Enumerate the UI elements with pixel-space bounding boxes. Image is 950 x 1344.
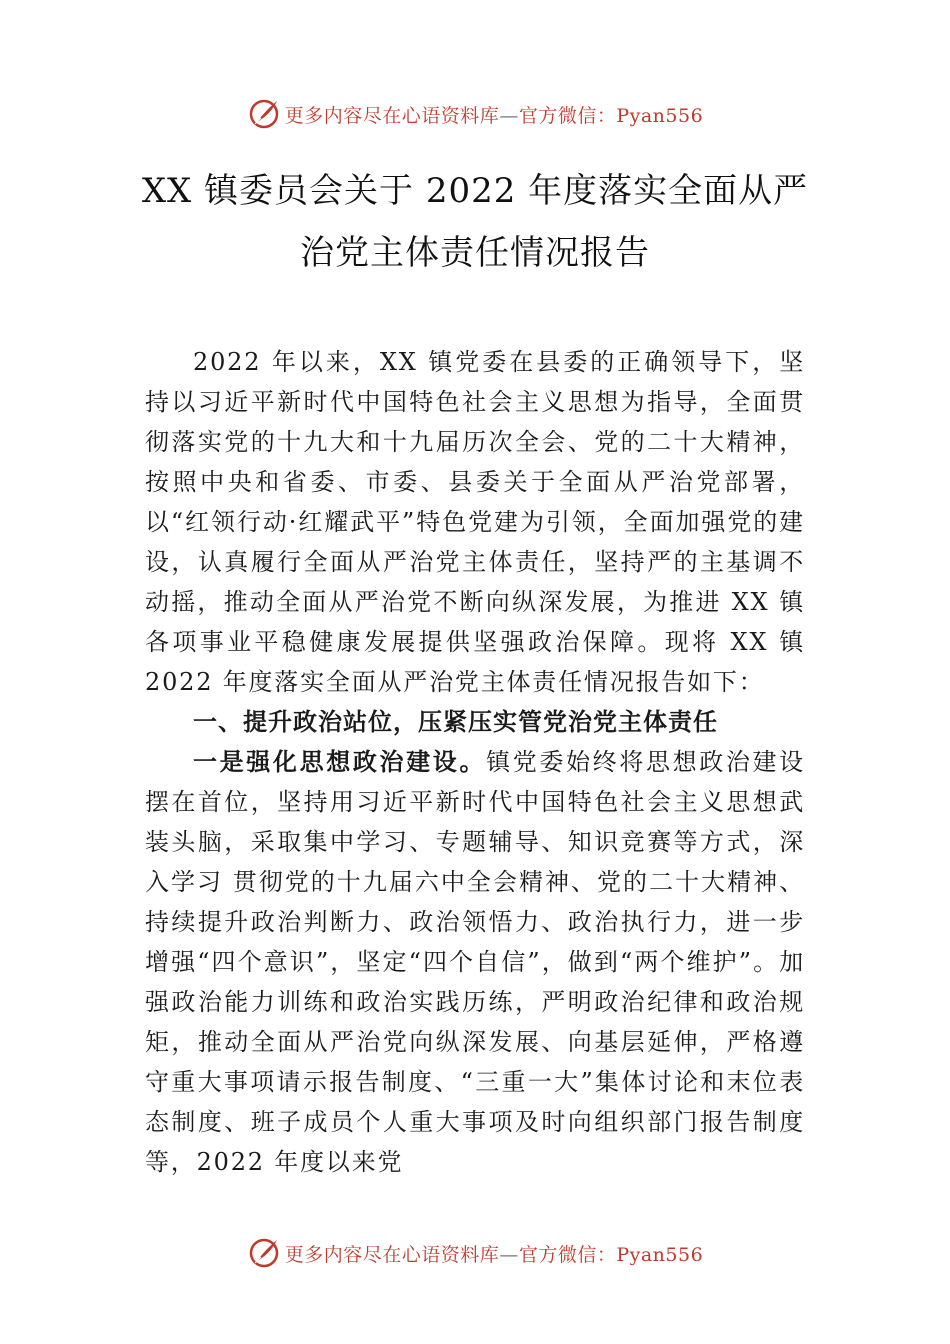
banner-main-text: 更多内容尽在心语资料库 xyxy=(284,104,500,127)
document-title xyxy=(100,160,850,284)
banner-wechat-id: Pyan556 xyxy=(616,1243,704,1266)
intro-paragraph: 2022 年以来，XX 镇党委在县委的正确领导下，坚持以习近平新时代中国特色社会主义思想为指导，全面贯彻落实党的十九大和十九届历次全会、党的二十大精神，按照中央和省委、市委、县委关于全面从严治党部署，以“红领行动·红耀武平”特色党建为引领，全面加强党的建设，认真履行全面从严治党主体责任，坚持严的主基调不动摇，推动全面从严治党不断向纵深发展，为推进 XX 镇各项事业平稳健康发展提供坚强政治保障。现将 XX 镇 2022 年度落实全面从严治党主体责任情况报告如下： xyxy=(145,348,805,696)
document-body xyxy=(145,342,805,1182)
banner-wechat-label: 官方微信： xyxy=(518,1243,617,1266)
banner-separator: — xyxy=(499,1243,519,1266)
footer-banner xyxy=(0,1233,950,1273)
banner-text xyxy=(285,101,703,128)
title-line-1: XX 镇委员会关于 2022 年度落实全面从严 xyxy=(141,171,809,211)
banner-wechat-label: 官方微信： xyxy=(518,104,617,127)
header-banner xyxy=(0,94,950,134)
banner-separator: — xyxy=(499,104,519,127)
paragraph-1 xyxy=(145,742,805,1182)
section-heading: 一、提升政治站位，压紧压实管党治党主体责任 xyxy=(193,708,718,736)
quill-pen-circle-icon xyxy=(247,1236,281,1270)
quill-pen-circle-icon xyxy=(247,97,281,131)
banner-text xyxy=(285,1240,703,1267)
banner-main-text: 更多内容尽在心语资料库 xyxy=(284,1243,500,1266)
banner-wechat-id: Pyan556 xyxy=(616,104,704,127)
paragraph-1-body: 镇党委始终将思想政治建设摆在首位，坚持用习近平新时代中国特色社会主义思想武装头脑，采取集中学习、专题辅导、知识竞赛等方式，深入学习 贯彻党的十九届六中全会精神、党的二十大精神、持续提升政治判断力、政治领悟力、政治执行力，进一步增强“四个意识”，坚定“四个自信”，做到“两个维护”。加强政治能力训练和政治实践历练，严明政治纪律和政治规矩，推动全面从严治党向纵深发展、向基层延伸，严格遵守重大事项请示报告制度、“三重一大”集体讨论和末位表态制度、班子成员个人重大事项及时向组织部门报告制度等，2022 年度以来党 xyxy=(145,748,805,1176)
title-line-2: 治党主体责任情况报告 xyxy=(300,233,650,273)
paragraph-1-lead: 一是强化思想政治建设。 xyxy=(193,748,487,776)
